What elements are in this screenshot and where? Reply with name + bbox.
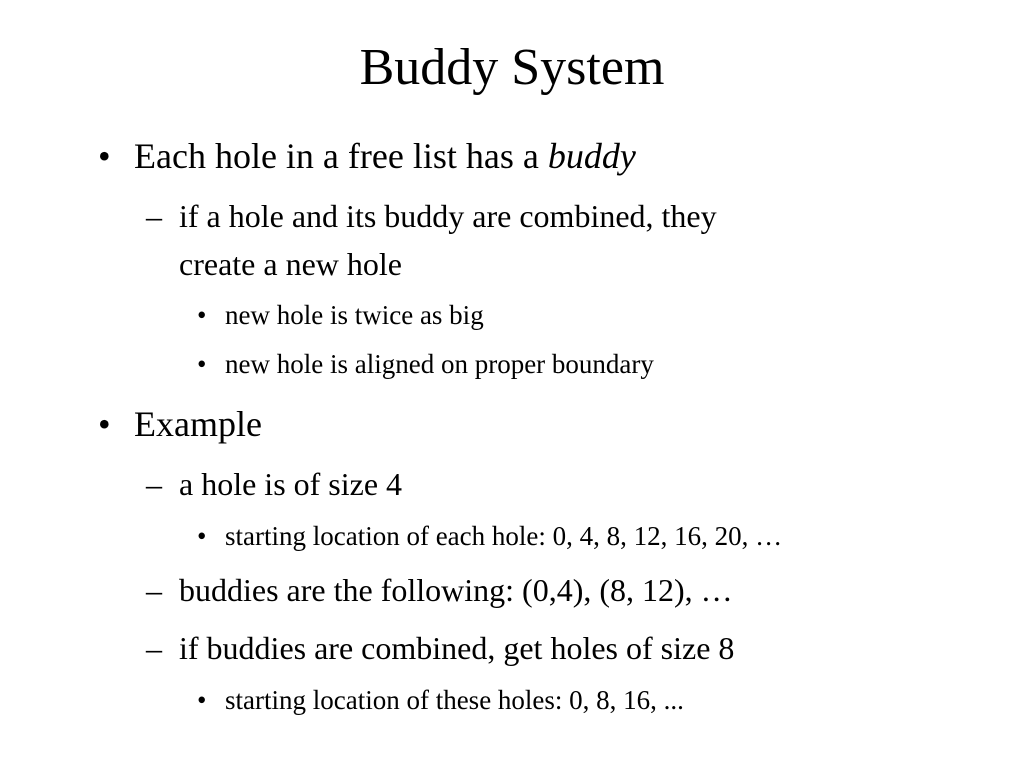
small-bullet-marker: •	[197, 521, 207, 551]
bullet-1-lead: Each hole in a free list has a	[134, 136, 548, 176]
sub-sub-bullet-starting-locations-8: starting location of these holes: 0, 8, 16, ...	[225, 685, 684, 715]
small-bullet-marker: •	[197, 685, 207, 715]
sub-bullet-combined-size-8: if buddies are combined, get holes of size 8	[179, 630, 735, 666]
dash-marker: –	[146, 198, 162, 234]
sub-bullet-buddies: buddies are the following: (0,4), (8, 12), …	[179, 572, 733, 608]
small-bullet-marker: •	[197, 300, 207, 330]
sub-sub-bullet-aligned: new hole is aligned on proper boundary	[225, 349, 654, 379]
slide-title: Buddy System	[359, 39, 665, 96]
bullet-marker: •	[98, 404, 111, 444]
sub-sub-bullet-twice-as-big: new hole is twice as big	[225, 300, 484, 330]
bullet-1-text	[134, 134, 636, 178]
dash-marker: –	[146, 630, 162, 666]
bullet-marker: •	[98, 136, 111, 176]
sub-bullet-1-line-2: create a new hole	[179, 246, 402, 282]
sub-bullet-size-4: a hole is of size 4	[179, 466, 403, 502]
sub-sub-bullet-starting-locations-4: starting location of each hole: 0, 4, 8, 12, 16, 20, …	[225, 521, 783, 551]
dash-marker: –	[146, 466, 162, 502]
small-bullet-marker: •	[197, 349, 207, 379]
bullet-1-emphasis: buddy	[547, 136, 636, 176]
bullet-2-text: Example	[134, 404, 262, 444]
dash-marker: –	[146, 572, 162, 608]
sub-bullet-1-line-1: if a hole and its buddy are combined, they	[179, 198, 717, 234]
